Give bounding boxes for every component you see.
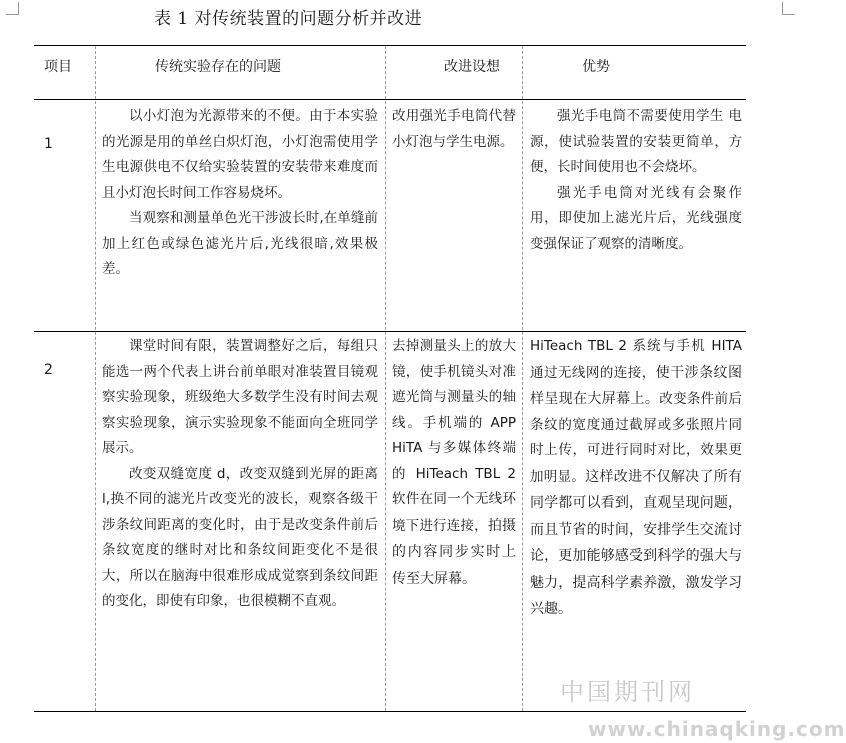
problems-cell — [102, 334, 378, 708]
table-bottom-rule — [34, 711, 746, 712]
advantage-text-part: 这样改进不仅解决了所有同学都可以看到，直观呈现问题，而且节省的时间，安排学生交流讨论，更加能够感受到科学的强大与魅力，提高科学素养激，激发学习兴趣。 — [530, 468, 743, 617]
page-corner-mark-left — [6, 2, 19, 15]
header-ideas: 改进设想 — [444, 59, 500, 75]
problem-paragraph: 当观察和测量单色光干涉波长时,在单缝前加上红色或绿色滤光片后,光线很暗,效果极差。 — [102, 210, 378, 277]
idea-text-part: 拍摄的内容同步实时上传至大屏幕。 — [392, 517, 516, 587]
header-item: 项目 — [44, 59, 72, 75]
table-caption: 表 1 对传统装置的问题分析并改进 — [154, 9, 423, 29]
problems-cell — [102, 104, 378, 328]
header-advantages: 优势 — [582, 59, 610, 75]
advantage-paragraph: 强光手电筒对光线有会聚作用，即使加上滤光片后，光线强度变强保证了观察的清晰度。 — [530, 184, 742, 252]
table-top-rule — [34, 45, 746, 46]
column-divider-1 — [95, 46, 96, 711]
idea-text — [392, 334, 516, 592]
advantage-text-part: 改变条件前后条纹的宽度通过截屏或多张照片同时上传，可进行同时对比，效果更加明显。 — [530, 391, 743, 485]
problem-paragraph: 改变双缝宽度 d，改变双缝到光屏的距离 l,换不同的滤光片改变光的波长，观察各级干涉条纹间距离的变化时，由于是改变条件前后条纹宽度的继时对比和条纹间距变化不是很大，所以在脑海中很难形成成觉察到条纹间距的变化，即使有印象，也很模糊不直观。 — [102, 465, 378, 609]
advantage-text-part: HiTeach TBL 2 系统与手机 HITA 通过无线网的连接， — [530, 338, 742, 381]
advantage-paragraph: 强光手电筒不需要使用学生 电源，使试验装置的安装更简单，方便，长时间使用也不会烧坏。 — [530, 108, 742, 175]
row-number: 2 — [44, 362, 53, 378]
site-watermark-url: www.chinaqking.com — [588, 717, 846, 741]
row-number: 1 — [44, 136, 53, 152]
ideas-cell — [392, 334, 516, 708]
row1-bottom-rule — [34, 331, 746, 332]
advantages-cell — [530, 334, 742, 708]
column-divider-3 — [522, 46, 523, 711]
problem-paragraph: 课堂时间有限，装置调整好之后，每组只能选一两个代表上讲台前单眼对准装置目镜观察实验现象，班级绝大多数学生没有时间去观察实验现象，演示实验现象不能面向全班同学展示。 — [102, 338, 378, 456]
advantage-paragraph — [530, 334, 742, 623]
header-problems: 传统实验存在的问题 — [155, 59, 281, 75]
header-bottom-rule — [34, 99, 746, 100]
site-watermark: 中国期刊网 — [560, 678, 695, 706]
problem-paragraph: 以小灯泡为光源带来的不便。由于本实验的光源是用的单丝白炽灯泡，小灯泡需使用学生电源供电不仅给实验装置的安装带来难度而且小灯泡长时间工作容易烧坏。 — [102, 108, 378, 201]
idea-text-part: 去掉测量头上的放大镜，使手机镜头对准遮光筒与测量头的轴线。手机端的 APP HiTA 与多媒体终端的 HiTeach TBL 2 软件在同一个无线环境下进行连接， — [392, 338, 516, 534]
ideas-cell — [392, 104, 516, 328]
page-corner-mark-right — [782, 2, 795, 15]
advantage-text-part: 使干涉条纹图样呈现在大屏幕上。 — [530, 364, 743, 407]
column-divider-2 — [385, 46, 386, 711]
idea-text: 改用强光手电筒代替小灯泡与学生电源。 — [392, 108, 516, 150]
advantages-cell — [530, 104, 742, 328]
